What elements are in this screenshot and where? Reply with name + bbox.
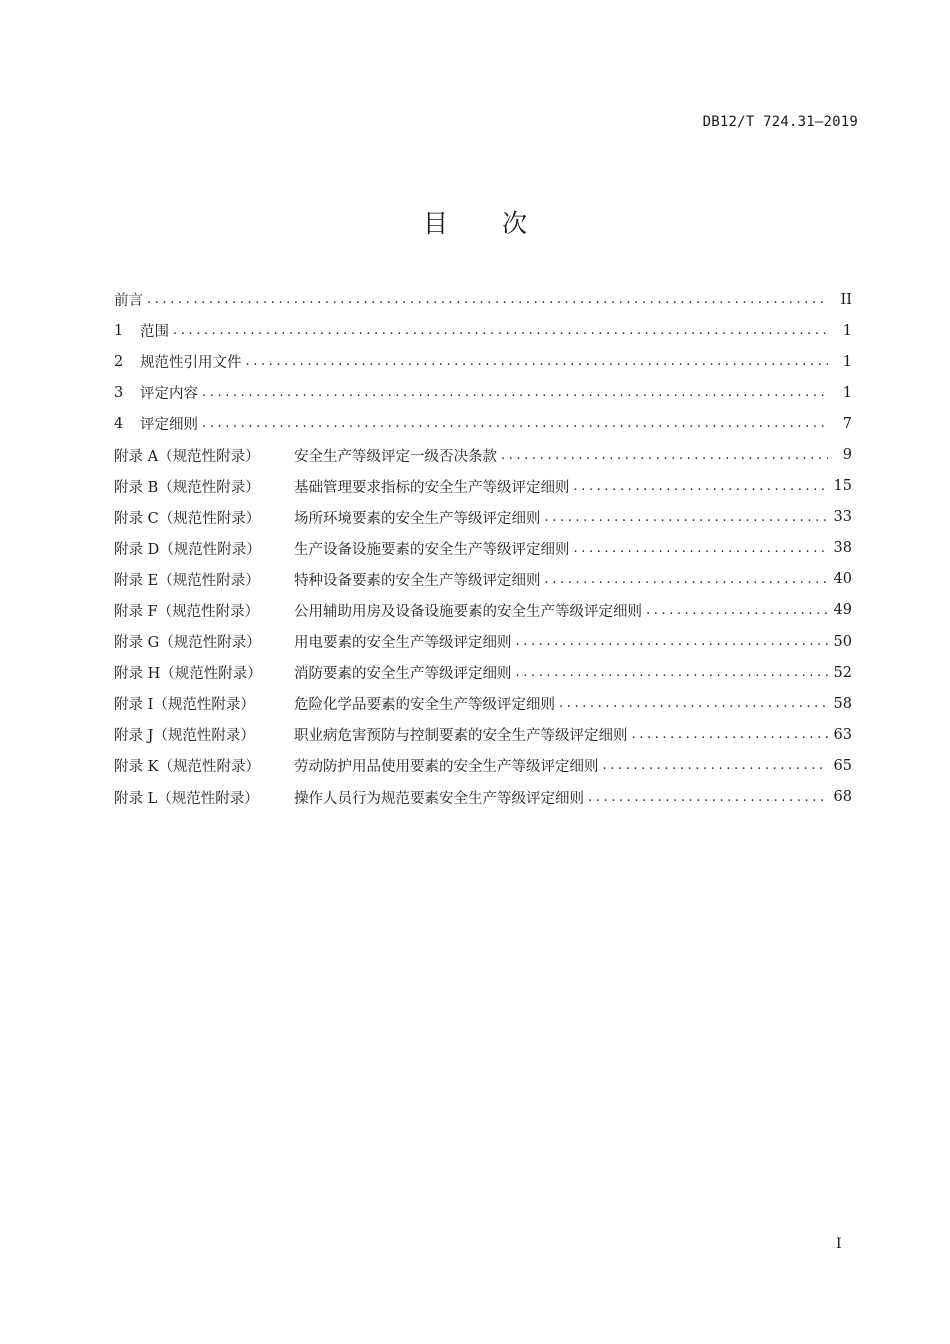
toc-leader: [147, 293, 828, 306]
toc-entry-label: 生产设备设施要素的安全生产等级评定细则: [294, 541, 570, 558]
toc-entry-appendix-a[interactable]: [114, 439, 852, 470]
toc-entry-appendix-c[interactable]: [114, 502, 852, 533]
toc-entry-normative-references[interactable]: [114, 346, 852, 377]
toc-entry-appendix-e[interactable]: [114, 564, 852, 595]
toc-appendix-tag: 附录 H（规范性附录）: [114, 666, 262, 683]
toc-entry-label: 消防要素的安全生产等级评定细则: [294, 666, 512, 683]
toc-entry-appendix-b[interactable]: [114, 471, 852, 502]
toc-entry-label: 危险化学品要素的安全生产等级评定细则: [294, 697, 555, 714]
toc-entry-appendix-d[interactable]: [114, 533, 852, 564]
toc-leader: [646, 604, 828, 617]
toc-leader: [545, 573, 828, 586]
toc-page-number: 38: [833, 540, 852, 557]
toc-entry-label: 评定内容: [140, 386, 198, 403]
toc-page-number: 65: [833, 757, 852, 774]
toc-entry-appendix-i[interactable]: [114, 688, 852, 719]
toc-page-number: 1: [842, 384, 852, 401]
toc-leader: [246, 355, 829, 368]
toc-appendix-tag: 附录 E（规范性附录）: [114, 572, 260, 589]
toc-entry-label: 前言: [114, 293, 143, 310]
page-number: I: [836, 1236, 842, 1252]
toc-entry-label: 用电要素的安全生产等级评定细则: [294, 635, 512, 652]
toc-entry-number: 4: [114, 415, 124, 432]
toc-entry-assessment-rules[interactable]: [114, 408, 852, 439]
toc-leader: [202, 417, 828, 430]
toc-leader: [603, 759, 828, 772]
toc-leader: [202, 386, 828, 399]
toc-appendix-tag: 附录 G（规范性附录）: [114, 635, 261, 652]
toc-entry-label: 基础管理要求指标的安全生产等级评定细则: [294, 479, 570, 496]
toc-appendix-tag: 附录 K（规范性附录）: [114, 759, 260, 776]
toc-leader: [574, 480, 828, 493]
toc-leader: [516, 635, 828, 648]
title-char-1: 目: [422, 209, 448, 238]
toc-appendix-tag: 附录 F（规范性附录）: [114, 603, 260, 620]
toc-page-number: II: [840, 291, 852, 308]
toc-leader: [516, 666, 828, 679]
toc-entry-label: 特种设备要素的安全生产等级评定细则: [294, 572, 541, 589]
toc-leader: [501, 449, 828, 462]
toc-entry-label: 规范性引用文件: [140, 355, 242, 372]
toc-appendix-tag: 附录 I（规范性附录）: [114, 697, 255, 714]
toc-entry-label: 公用辅助用房及设备设施要素的安全生产等级评定细则: [294, 603, 642, 620]
toc-entry-label: 场所环境要素的安全生产等级评定细则: [294, 510, 541, 527]
toc-leader: [173, 324, 828, 337]
toc-entry-label: 操作人员行为规范要素安全生产等级评定细则: [294, 790, 584, 807]
toc-entry-appendix-h[interactable]: [114, 657, 852, 688]
toc-appendix-tag: 附录 C（规范性附录）: [114, 510, 261, 527]
toc-entry-foreword[interactable]: [114, 284, 852, 315]
toc-leader: [588, 791, 828, 804]
toc-page-number: 1: [842, 353, 852, 370]
toc-page-number: 40: [833, 571, 852, 588]
toc-entry-number: 3: [114, 384, 124, 401]
toc-entry-label: 职业病危害预防与控制要素的安全生产等级评定细则: [294, 728, 628, 745]
title-char-2: 次: [502, 209, 528, 238]
toc-page-number: 15: [833, 478, 852, 495]
toc-appendix-tag: 附录 D（规范性附录）: [114, 541, 261, 558]
toc-page-number: 68: [833, 789, 852, 806]
toc-entry-scope[interactable]: [114, 315, 852, 346]
toc-leader: [559, 697, 828, 710]
page-title: [0, 204, 950, 240]
document-code: DB12/T 724.31—2019: [702, 114, 858, 130]
toc-appendix-tag: 附录 L（规范性附录）: [114, 790, 259, 807]
toc-appendix-tag: 附录 J（规范性附录）: [114, 728, 255, 745]
toc-leader: [574, 542, 828, 555]
toc-page-number: 52: [833, 664, 852, 681]
toc-entry-number: 1: [114, 322, 124, 339]
toc-entry-appendix-l[interactable]: [114, 782, 852, 813]
toc-page-number: 33: [833, 509, 852, 526]
toc-entry-number: 2: [114, 353, 124, 370]
toc-page-number: 63: [833, 726, 852, 743]
toc-page-number: 1: [842, 322, 852, 339]
toc-entry-label: 评定细则: [140, 417, 198, 434]
toc-page-number: 50: [833, 633, 852, 650]
toc-entry-appendix-j[interactable]: [114, 719, 852, 750]
toc-entry-label: 安全生产等级评定一级否决条款: [294, 448, 497, 465]
toc-appendix-tag: 附录 A（规范性附录）: [114, 448, 260, 465]
toc-entry-appendix-k[interactable]: [114, 750, 852, 781]
toc-leader: [545, 511, 828, 524]
toc-appendix-tag: 附录 B（规范性附录）: [114, 479, 260, 496]
toc-entry-appendix-f[interactable]: [114, 595, 852, 626]
toc-entry-assessment-content[interactable]: [114, 377, 852, 408]
table-of-contents: [114, 284, 852, 813]
toc-entry-label: 劳动防护用品使用要素的安全生产等级评定细则: [294, 759, 599, 776]
toc-page-number: 9: [842, 447, 852, 464]
toc-page-number: 7: [842, 415, 852, 432]
toc-entry-appendix-g[interactable]: [114, 626, 852, 657]
toc-leader: [632, 728, 828, 741]
toc-page-number: 49: [833, 602, 852, 619]
toc-entry-label: 范围: [140, 324, 169, 341]
toc-page-number: 58: [833, 695, 852, 712]
